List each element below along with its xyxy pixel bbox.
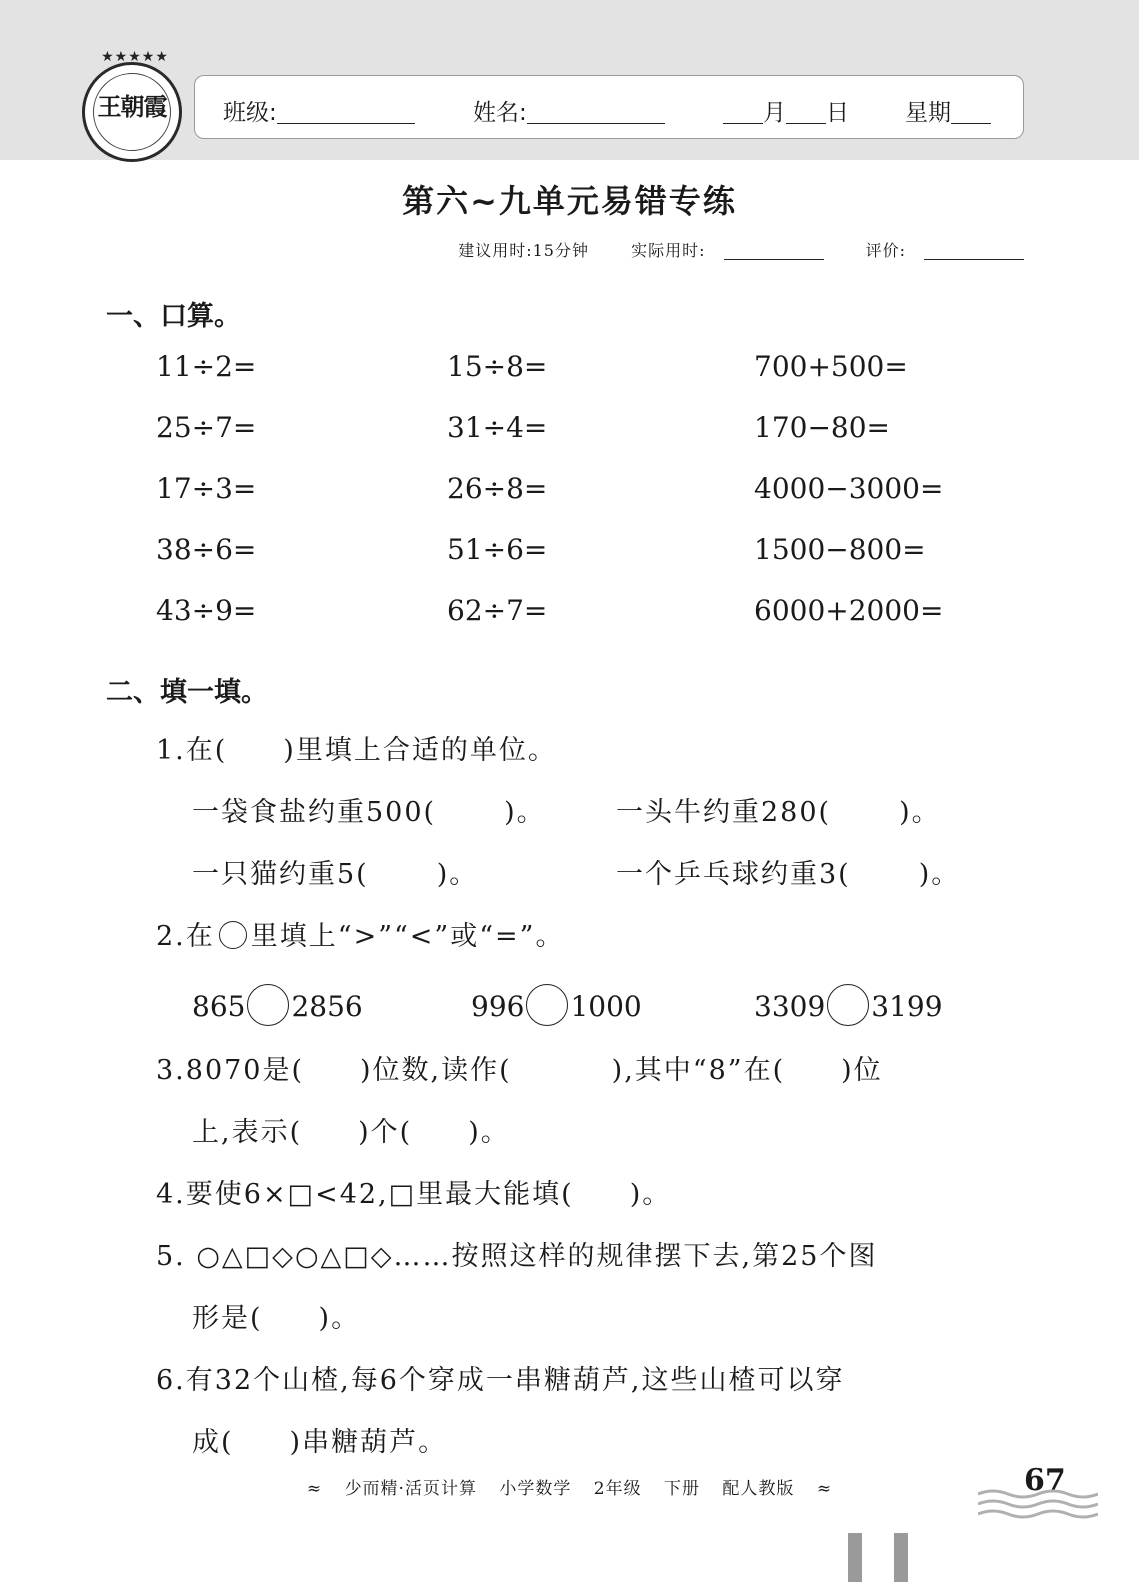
compare-left: 865 bbox=[192, 990, 246, 1023]
weekday-blank[interactable] bbox=[951, 101, 991, 124]
calc-item: 15÷8= bbox=[447, 350, 548, 383]
q1-item-cat bbox=[192, 852, 478, 891]
calc-item: 26÷8= bbox=[447, 472, 548, 505]
compare-circle[interactable] bbox=[247, 984, 289, 1026]
q1-stem-a: 1.在( bbox=[156, 735, 228, 766]
student-info-box bbox=[194, 75, 1024, 139]
q2-stem-b: 里填上“>”“<”或“=”。 bbox=[250, 921, 565, 952]
compare-right: 1000 bbox=[570, 990, 642, 1023]
q6-line1: 6.有32个山楂,每6个穿成一串糖葫芦,这些山楂可以穿 bbox=[156, 1365, 845, 1396]
q3-text-c: ),其中“8”在( bbox=[611, 1055, 786, 1086]
q1-cow-text: 一头牛约重280( bbox=[616, 797, 832, 828]
calc-item: 25÷7= bbox=[156, 411, 257, 444]
compare-circle[interactable] bbox=[827, 984, 869, 1026]
q1-salt-text: 一袋食盐约重500( bbox=[192, 797, 437, 828]
compare-right: 3199 bbox=[871, 990, 943, 1023]
day-blank[interactable] bbox=[786, 101, 826, 124]
calc-item: 11÷2= bbox=[156, 350, 257, 383]
footer-subject: 小学数学 bbox=[499, 1479, 572, 1499]
q2-compare-1 bbox=[192, 984, 363, 1026]
q5-line2 bbox=[192, 1296, 360, 1335]
wave-icon: ≈ bbox=[816, 1479, 833, 1499]
month-label: 月 bbox=[763, 100, 786, 126]
q6-line2 bbox=[192, 1420, 447, 1459]
compare-left: 996 bbox=[471, 990, 525, 1023]
wave-icon: ≈ bbox=[306, 1479, 323, 1499]
q1-cow-end: )。 bbox=[899, 797, 941, 828]
q5-text-b: )。 bbox=[318, 1303, 361, 1334]
q1-stem-b: )里填上合适的单位。 bbox=[283, 735, 557, 766]
footer-edition: 配人教版 bbox=[722, 1479, 795, 1499]
calc-item: 4000−3000= bbox=[754, 472, 944, 505]
q6-text-b: )串糖葫芦。 bbox=[289, 1427, 448, 1458]
q3-text-a: 3.8070是( bbox=[156, 1055, 305, 1086]
q2-stem bbox=[156, 914, 564, 953]
q1-item-salt bbox=[192, 790, 546, 829]
page-footer bbox=[0, 1474, 1139, 1499]
calc-item: 6000+2000= bbox=[754, 594, 944, 627]
q1-salt-end: )。 bbox=[504, 797, 546, 828]
q4-end: )。 bbox=[629, 1179, 672, 1210]
q2-compare-2 bbox=[471, 984, 642, 1026]
q3-line1 bbox=[156, 1048, 883, 1087]
binding-tab bbox=[894, 1533, 908, 1582]
q3-text-e: 上,表示( bbox=[192, 1117, 303, 1148]
calc-item: 51÷6= bbox=[447, 533, 548, 566]
decorative-waves-icon bbox=[978, 1488, 1098, 1524]
q1-item-pingpong bbox=[616, 852, 960, 891]
compare-right: 2856 bbox=[291, 990, 363, 1023]
section1-heading: 一、口算。 bbox=[106, 301, 241, 332]
page-title: 第六~九单元易错专练 bbox=[402, 182, 737, 220]
q2-compare-3 bbox=[754, 984, 943, 1026]
binding-tab bbox=[848, 1533, 862, 1582]
q5-text-a: 形是( bbox=[192, 1303, 263, 1334]
rating-field[interactable] bbox=[848, 241, 1024, 260]
weekday-field[interactable] bbox=[905, 94, 991, 127]
compare-circle[interactable] bbox=[526, 984, 568, 1026]
calc-item: 62÷7= bbox=[447, 594, 548, 627]
q1-pingpong-text: 一个乒乓球约重3( bbox=[616, 859, 851, 890]
q3-text-g: )。 bbox=[468, 1117, 510, 1148]
actual-time-blank[interactable] bbox=[724, 243, 824, 260]
footer-grade: 2年级 bbox=[593, 1479, 642, 1499]
q3-text-d: )位 bbox=[841, 1055, 883, 1086]
footer-series: 少而精·活页计算 bbox=[344, 1479, 477, 1499]
section2-heading: 二、填一填。 bbox=[106, 677, 268, 708]
q1-stem bbox=[156, 728, 557, 767]
actual-time-label: 实际用时: bbox=[631, 241, 706, 260]
q1-item-cow bbox=[616, 790, 941, 829]
calc-item: 17÷3= bbox=[156, 472, 257, 505]
name-field[interactable] bbox=[473, 94, 665, 127]
q6-text-a: 成( bbox=[192, 1427, 234, 1458]
class-blank[interactable] bbox=[277, 101, 415, 124]
calc-item: 1500−800= bbox=[754, 533, 926, 566]
calc-item: 38÷6= bbox=[156, 533, 257, 566]
date-field[interactable] bbox=[723, 94, 849, 127]
month-blank[interactable] bbox=[723, 101, 763, 124]
q4 bbox=[156, 1172, 671, 1211]
compare-left: 3309 bbox=[754, 990, 826, 1023]
q4-text: 4.要使6×□<42,□里最大能填( bbox=[156, 1179, 574, 1210]
name-blank[interactable] bbox=[527, 101, 665, 124]
calc-item: 170−80= bbox=[754, 411, 890, 444]
q1-pingpong-end: )。 bbox=[918, 859, 961, 890]
q3-line2 bbox=[192, 1110, 510, 1149]
brand-logo bbox=[82, 49, 182, 162]
suggested-time: 建议用时:15分钟 bbox=[458, 241, 589, 260]
q5-line1: 5. ○△□◇○△□◇……按照这样的规律摆下去,第25个图 bbox=[156, 1241, 878, 1272]
class-field[interactable] bbox=[223, 94, 415, 127]
calc-item: 31÷4= bbox=[447, 411, 548, 444]
q1-cat-text: 一只猫约重5( bbox=[192, 859, 369, 890]
logo-text: 王朝霞 bbox=[97, 92, 167, 121]
actual-time-field[interactable] bbox=[613, 241, 823, 260]
rating-label: 评价: bbox=[865, 241, 906, 260]
q3-text-f: )个( bbox=[358, 1117, 413, 1148]
rating-blank[interactable] bbox=[924, 243, 1024, 260]
time-info bbox=[440, 238, 1024, 261]
q2-stem-a: 2.在 bbox=[156, 921, 215, 952]
logo-stars-icon: ★★★★★ bbox=[101, 49, 169, 65]
page-number: 67 bbox=[1024, 1463, 1066, 1498]
footer-volume: 下册 bbox=[664, 1479, 701, 1499]
day-label: 日 bbox=[826, 100, 849, 126]
class-label: 班级: bbox=[223, 100, 277, 126]
q1-cat-end: )。 bbox=[436, 859, 479, 890]
circle-icon bbox=[219, 921, 247, 949]
q3-text-b: )位数,读作( bbox=[360, 1055, 512, 1086]
name-label: 姓名: bbox=[473, 100, 527, 126]
calc-item: 43÷9= bbox=[156, 594, 257, 627]
weekday-label: 星期 bbox=[905, 100, 951, 126]
calc-item: 700+500= bbox=[754, 350, 908, 383]
